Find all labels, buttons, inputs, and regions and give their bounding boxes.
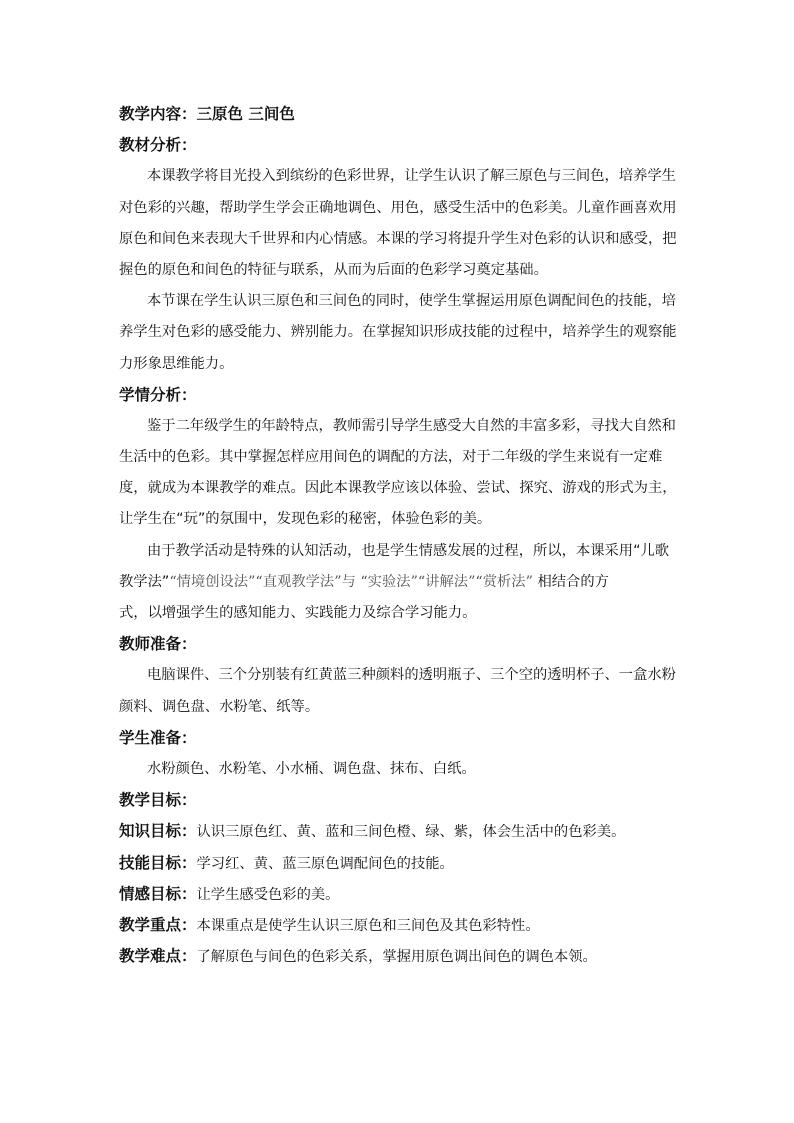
paragraph-line: 本课教学将目光投入到缤纷的色彩世界，让学生认识了解三原色与三间色，培养学生 bbox=[147, 168, 676, 185]
lesson-plan-body bbox=[119, 99, 679, 972]
paragraph-line: 颜料、调色盘、水粉笔、纸等。 bbox=[119, 698, 320, 715]
paragraph-line: 生活中的色彩。其中掌握怎样应用间色的调配的方法，对于二年级的学生来说有一定难 bbox=[119, 449, 663, 466]
paragraph-line: 电脑课件、三个分别装有红黄蓝三种颜料的透明瓶子、三个空的透明杯子、一盒水粉 bbox=[147, 667, 676, 684]
emotion-goal-line bbox=[119, 879, 679, 910]
paragraph-line: 式，以增强学生的感知能力、实践能力及综合学习能力。 bbox=[119, 605, 477, 621]
paragraph-line: 让学生在“玩”的氛围中，发现色彩的秘密，体验色彩的美。 bbox=[119, 511, 492, 528]
skill-goal-label: 技能目标： bbox=[119, 853, 197, 872]
emotion-goal-label: 情感目标： bbox=[119, 884, 197, 903]
paragraph-line: 力形象思维能力。 bbox=[119, 355, 234, 372]
focus-text: 本课重点是使学生认识三原色和三间色及其色彩特性。 bbox=[196, 917, 540, 934]
material-heading: 教材分析： bbox=[119, 136, 197, 155]
title-label: 教学内容： bbox=[119, 105, 197, 123]
paragraph-line: 本节课在学生认识三原色和三间色的同时，使学生掌握运用原色调配间色的技能，培 bbox=[147, 293, 676, 310]
paragraph-line: 养学生对色彩的感受能力、辨别能力。在掌握知识形成技能的过程中，培养学生的观察能 bbox=[119, 324, 677, 341]
skill-goal-line bbox=[119, 848, 679, 879]
paragraph-line: 由于教学活动是特殊的认知活动，也是学生情感发展的过程，所以，本课采用“儿歌 bbox=[147, 542, 670, 559]
teacher-prep-heading: 教师准备： bbox=[119, 635, 197, 654]
title-line bbox=[119, 99, 679, 130]
student-prep-heading: 学生准备： bbox=[119, 728, 197, 747]
knowledge-goal-label: 知识目标： bbox=[119, 822, 197, 841]
method-text: “情境创设法” bbox=[169, 573, 256, 590]
method-text: “讲解法” bbox=[417, 573, 476, 590]
difficulty-line bbox=[119, 941, 679, 972]
methods-line bbox=[119, 567, 679, 598]
method-text: 相结合的方 bbox=[532, 573, 609, 590]
students-heading: 学情分析： bbox=[119, 385, 197, 404]
goals-heading: 教学目标： bbox=[119, 791, 197, 810]
focus-label: 教学重点： bbox=[119, 915, 197, 934]
focus-line bbox=[119, 910, 679, 941]
method-text: “赏析法” bbox=[475, 573, 533, 590]
paragraph-line: 对色彩的兴趣，帮助学生学会正确地调色、用色，感受生活中的色彩美。儿童作画喜欢用 bbox=[119, 199, 677, 216]
paragraph-line: 握色的原色和间色的特征与联系，从而为后面的色彩学习奠定基础。 bbox=[119, 261, 548, 278]
method-text: 教学法” bbox=[119, 573, 170, 590]
difficulty-text: 了解原色与间色的色彩关系，掌握用原色调出间色的调色本领。 bbox=[196, 949, 597, 966]
knowledge-goal-line bbox=[119, 816, 679, 847]
paragraph-line: 鉴于二年级学生的年龄特点，教师需引导学生感受大自然的丰富多彩，寻找大自然和 bbox=[147, 417, 676, 434]
skill-goal-text: 学习红、黄、蓝三原色调配间色的技能。 bbox=[196, 855, 454, 872]
title-value: 三原色 三间色 bbox=[196, 105, 295, 123]
paragraph-line: 度，就成为本课教学的难点。因此本课教学应该以体验、尝试、探究、游戏的形式为主， bbox=[119, 480, 677, 497]
knowledge-goal-text: 认识三原色红、黄、蓝和三间色橙、绿、紫，体会生活中的色彩美。 bbox=[196, 824, 626, 841]
emotion-goal-text: 让学生感受色彩的美。 bbox=[196, 886, 340, 903]
paragraph-line: 原色和间色来表现大千世界和内心情感。本课的学习将提升学生对色彩的认识和感受，把 bbox=[119, 230, 677, 247]
difficulty-label: 教学难点： bbox=[119, 947, 197, 966]
paragraph-line: 水粉颜色、水粉笔、小水桶、调色盘、抹布、白纸。 bbox=[147, 760, 476, 777]
method-text: “直观教学法”与 “实验法” bbox=[255, 573, 418, 590]
